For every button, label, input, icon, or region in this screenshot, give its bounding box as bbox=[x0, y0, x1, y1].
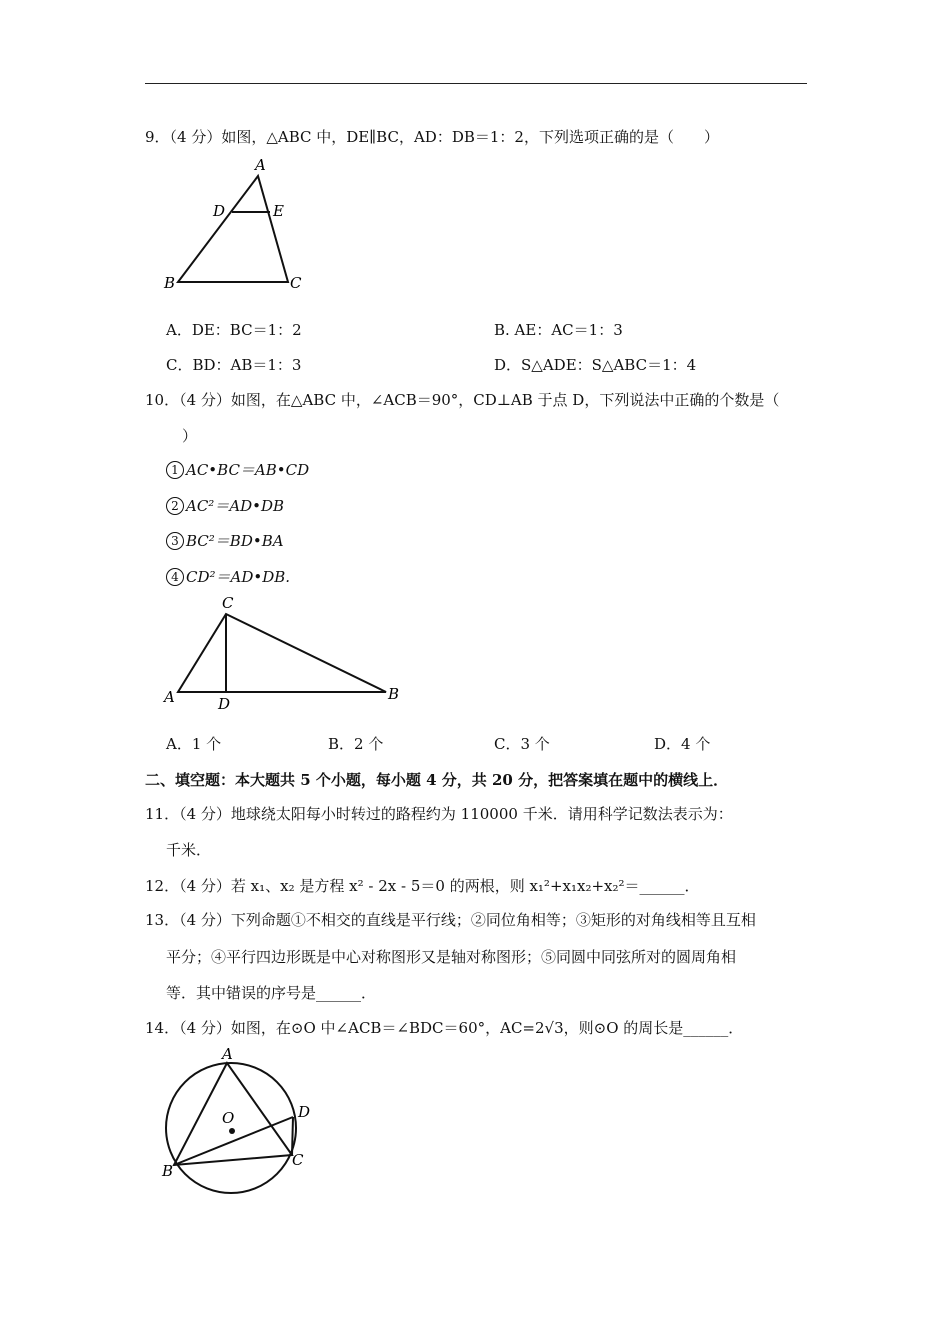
circled-number-icon: 1 bbox=[166, 461, 184, 479]
q11-number: 11． bbox=[145, 805, 180, 823]
q14-stem bbox=[145, 1018, 743, 1038]
q14-text: 如图，在⊙O 中∠ACB＝∠BDC＝60°，AC=2√3，则⊙O 的周长是______． bbox=[230, 1019, 744, 1037]
q10-option-c[interactable]: C．3 个 bbox=[494, 735, 550, 753]
q13-text-line2: 平分；④平行四边形既是中心对称图形又是轴对称图形；⑤同圆中同弦所对的圆周角相 bbox=[166, 948, 737, 966]
q12-text: 若 x₁、x₂ 是方程 x² - 2x - 5＝0 的两根，则 x₁²+x₁x₂+x₂²＝______． bbox=[230, 877, 700, 895]
q14-label-c: C bbox=[292, 1151, 304, 1169]
q9-option-b[interactable]: B. AE：AC＝1：3 bbox=[494, 321, 623, 339]
q11-stem bbox=[145, 804, 733, 824]
q14-label-d: D bbox=[298, 1103, 311, 1121]
q10-stem-cont: ） bbox=[182, 427, 198, 445]
q9-figure bbox=[158, 152, 308, 297]
q13-text-line3: 等．其中错误的序号是______． bbox=[166, 984, 377, 1002]
section-heading: 二、填空题：本大题共 5 个小题，每小题 4 分，共 20 分，把答案填在题中的横线上． bbox=[145, 771, 729, 789]
q13-score: （4 分） bbox=[179, 911, 231, 929]
q10-number: 10． bbox=[145, 391, 180, 409]
q9-text: 如图，△ABC 中，DE∥BC，AD：DB＝1：2，下列选项正确的是（ ） bbox=[221, 128, 719, 146]
q10-triangle bbox=[178, 614, 386, 692]
q10-label-d: D bbox=[218, 695, 231, 713]
q9-option-c[interactable]: C．BD：AB＝1：3 bbox=[166, 356, 302, 374]
circled-number-icon: 4 bbox=[166, 568, 184, 586]
q10-option-b[interactable]: B．2 个 bbox=[328, 735, 384, 753]
q13-stem bbox=[145, 910, 756, 930]
q13-text-line1: 下列命题①不相交的直线是平行线；②同位角相等；③矩形的对角线相等且互相 bbox=[230, 911, 756, 929]
header-rule bbox=[145, 83, 807, 84]
q10-option-a[interactable]: A．1 个 bbox=[166, 735, 222, 753]
q9-label-c: C bbox=[290, 274, 302, 292]
q14-label-o: O bbox=[222, 1109, 235, 1127]
q12-score: （4 分） bbox=[179, 877, 231, 895]
q9-score: （4 分） bbox=[169, 128, 222, 146]
q10-statement-3: 3 BC²＝BD•BA bbox=[166, 531, 284, 551]
q10-option-d[interactable]: D．4 个 bbox=[654, 735, 711, 753]
q14-circle bbox=[166, 1063, 296, 1193]
q14-center-dot bbox=[229, 1128, 235, 1134]
q14-label-b: B bbox=[162, 1162, 174, 1180]
q9-number: 9． bbox=[145, 128, 170, 146]
q9-option-a[interactable]: A．DE：BC＝1：2 bbox=[166, 321, 302, 339]
q10-label-c: C bbox=[222, 594, 234, 612]
q10-stem bbox=[145, 390, 779, 410]
q14-label-a: A bbox=[222, 1045, 233, 1063]
q9-label-b: B bbox=[164, 274, 176, 292]
q10-statement-1: 1 AC•BC＝AB•CD bbox=[166, 460, 309, 480]
q10-score: （4 分） bbox=[179, 391, 231, 409]
q14-figure bbox=[158, 1045, 328, 1205]
q13-number: 13． bbox=[145, 911, 180, 929]
q10-statement-4: 4 CD²＝AD•DB. bbox=[166, 567, 290, 587]
q9-option-d[interactable]: D．S△ADE：S△ABC＝1：4 bbox=[494, 356, 697, 374]
q9-triangle bbox=[178, 176, 288, 282]
q10-label-a: A bbox=[164, 688, 175, 706]
q10-statement-2: 2 AC²＝AD•DB bbox=[166, 496, 284, 516]
q10-text: 如图，在△ABC 中，∠ACB＝90°，CD⊥AB 于点 D，下列说法中正确的个数是（ bbox=[230, 391, 780, 409]
q12-stem bbox=[145, 876, 700, 896]
q9-label-a: A bbox=[255, 156, 266, 174]
q9-label-d: D bbox=[213, 202, 226, 220]
q11-score: （4 分） bbox=[179, 805, 231, 823]
q10-label-b: B bbox=[388, 685, 400, 703]
q14-segment-dc bbox=[292, 1117, 293, 1155]
q11-text: 地球绕太阳每小时转过的路程约为 110000 千米．请用科学记数法表示为： bbox=[230, 805, 733, 823]
q9-label-e: E bbox=[273, 202, 284, 220]
q14-number: 14． bbox=[145, 1019, 180, 1037]
q12-number: 12． bbox=[145, 877, 180, 895]
q14-score: （4 分） bbox=[179, 1019, 231, 1037]
circled-number-icon: 2 bbox=[166, 497, 184, 515]
q10-figure bbox=[158, 592, 408, 717]
q11-stem-cont: 千米． bbox=[166, 841, 212, 859]
q9-stem bbox=[145, 127, 719, 147]
circled-number-icon: 3 bbox=[166, 532, 184, 550]
